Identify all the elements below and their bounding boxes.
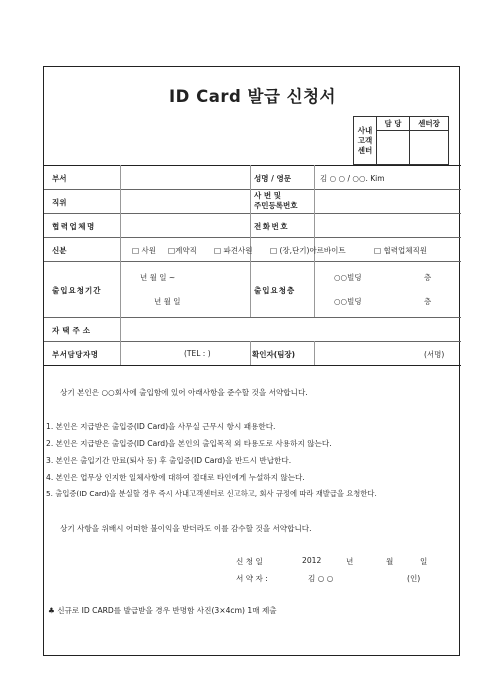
day-unit: 일 — [420, 557, 428, 566]
phone-label: 전화번호 — [254, 222, 289, 231]
pledge-item-4: 4. 본인은 업무상 인지한 일체사항에 대하여 절대로 타인에게 누설하지 않는다. — [46, 473, 305, 482]
period-start[interactable]: 년 월 일 ~ — [140, 273, 176, 282]
dept-manager-label: 부서담당자명 — [52, 350, 99, 359]
building-1: ○○빌딩 — [334, 273, 362, 282]
year-unit: 년 — [346, 557, 354, 566]
status-option-employee[interactable]: □ 사원 — [132, 246, 156, 255]
id-number-label: 사 번 및 주민등록번호 — [254, 191, 298, 210]
partner-company-field[interactable] — [122, 215, 248, 235]
id-number-field[interactable] — [316, 191, 456, 211]
signer-name[interactable]: 김 ○ ○ — [308, 574, 334, 583]
period-end[interactable]: 년 월 일 — [154, 297, 181, 306]
apply-year[interactable]: 2012 — [302, 556, 322, 565]
pledge-item-5: 5. 출입증(ID Card)을 분실할 경우 즉시 사내고객센터로 신고하고, 회사 규정에 따라 재발급을 요청한다. — [46, 489, 377, 498]
phone-field[interactable] — [316, 215, 456, 235]
pledge-intro: 상기 본인은 ○○회사에 출입함에 있어 아래사항을 준수할 것을 서약합니다. — [60, 388, 308, 397]
partner-company-label: 협력업체명 — [52, 222, 96, 231]
approval-header-director: 센터장 — [410, 117, 449, 131]
approval-side-label: 사내 고객 센터 — [354, 117, 377, 165]
approval-sign-director[interactable] — [410, 131, 449, 165]
month-unit: 월 — [386, 557, 394, 566]
pledge-item-2: 2. 본인은 지급받은 출입증(ID Card)을 본인의 출입목적 외 타용도로 사용하지 않는다. — [46, 439, 332, 448]
floor-2[interactable]: 층 — [424, 297, 432, 306]
position-label: 직위 — [52, 198, 67, 207]
dept-field[interactable] — [122, 167, 248, 187]
signer-seal[interactable]: (인) — [407, 574, 421, 583]
pledge-item-1: 1. 본인은 지급받은 출입증(ID Card)을 사무실 근무시 항시 패용한다. — [46, 422, 276, 431]
confirmer-label: 확인자(팀장) — [252, 350, 296, 359]
status-label: 신분 — [52, 246, 67, 255]
approval-header-staff: 담 당 — [377, 117, 410, 131]
photo-requirement-note: ♣ 신규로 ID CARD를 발급받을 경우 반명함 사진(3×4cm) 1매 제출 — [48, 606, 277, 615]
floor-label: 출입요청층 — [254, 286, 296, 295]
period-label: 출입요청기간 — [52, 286, 102, 295]
building-2: ○○빌딩 — [334, 297, 362, 306]
status-option-parttime[interactable]: □ (장,단기)아르바이트 — [270, 246, 346, 255]
pledge-item-3: 3. 본인은 출입기간 만료(퇴사 등) 후 출입증(ID Card)을 반드시 반납한다. — [46, 456, 292, 465]
signer-label: 서 약 자 : — [236, 574, 268, 583]
address-field[interactable] — [122, 319, 456, 339]
pledge-closing: 상기 사항을 위배시 어떠한 불이익을 받더라도 이를 감수할 것을 서약합니다. — [60, 524, 312, 533]
floor-1[interactable]: 층 — [424, 273, 432, 282]
name-label: 성명 / 영문 — [254, 174, 291, 183]
approval-box — [353, 116, 449, 165]
status-option-dispatched[interactable]: □ 파견사원 — [214, 246, 253, 255]
dept-label: 부서 — [52, 174, 67, 183]
address-label: 자택주소 — [52, 326, 93, 335]
position-field[interactable] — [122, 191, 248, 211]
form-title: ID Card 발급 신청서 — [169, 87, 336, 106]
manager-tel[interactable]: (TEL : ) — [184, 349, 211, 358]
approval-sign-staff[interactable] — [377, 131, 410, 165]
application-form — [43, 66, 460, 656]
status-option-partner[interactable]: □ 협력업체직원 — [374, 246, 427, 255]
confirmer-signature[interactable]: (서명) — [424, 350, 445, 359]
status-option-contract[interactable]: □계약직 — [168, 246, 197, 255]
apply-date-label: 신 청 일 — [236, 557, 263, 566]
name-value[interactable]: 김 ○ ○ / ○○. Kim — [320, 174, 385, 183]
